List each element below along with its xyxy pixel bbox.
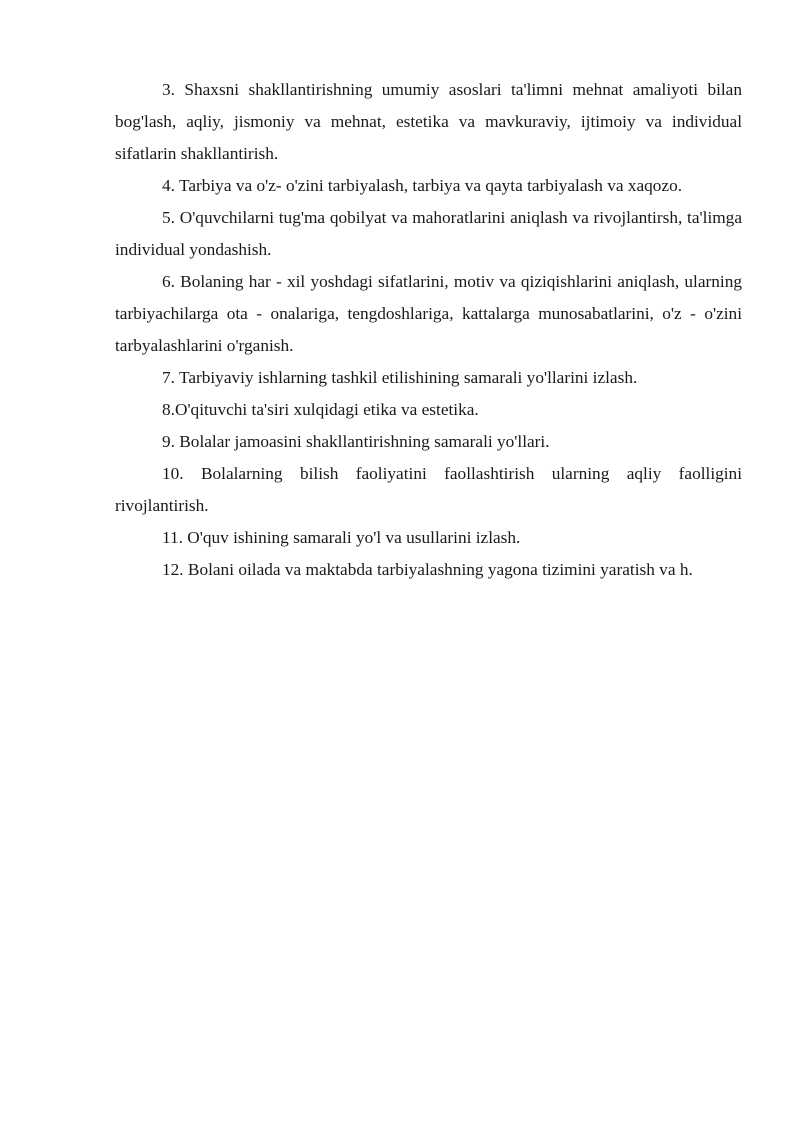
paragraph-item-6: 6. Bolaning har - xil yoshdagi sifatlarini, motiv va qiziqishlarini aniqlash, ularning tarbiyachilarga ota - onalariga, tengdoshlariga, kattalarga munosabatlarini, o'z - o'zini tarbyalashlarini o'rganish.	[115, 272, 742, 355]
document-page	[115, 74, 742, 586]
paragraph-item-8: 8.O'qituvchi ta'siri xulqidagi etika va estetika.	[162, 400, 479, 419]
paragraph-item-4: 4. Tarbiya va o'z- o'zini tarbiyalash, tarbiya va qayta tarbiyalash va xaqozo.	[162, 176, 683, 195]
paragraph-item-10: 10. Bolalarning bilish faoliyatini faollashtirish ularning aqliy faolligini rivojlantirish.	[115, 464, 742, 515]
paragraph-item-3: 3. Shaxsni shakllantirishning umumiy asoslari ta'limni mehnat amaliyoti bilan bog'lash, aqliy, jismoniy va mehnat, estetika va mavkuraviy, ijtimoiy va individual sifatlarin shakllantirish.	[115, 80, 742, 163]
paragraph-item-12: 12. Bolani oilada va maktabda tarbiyalashning yagona tizimini yaratish va h.	[162, 560, 693, 579]
paragraph-item-7: 7. Tarbiyaviy ishlarning tashkil etilishining samarali yo'llarini izlash.	[162, 368, 638, 387]
paragraph-item-5: 5. O'quvchilarni tug'ma qobilyat va mahoratlarini aniqlash va rivojlantirsh, ta'limga individual yondashish.	[115, 208, 742, 259]
paragraph-item-11: 11. O'quv ishining samarali yo'l va usullarini izlash.	[162, 528, 521, 547]
paragraph-item-9: 9. Bolalar jamoasini shakllantirishning samarali yo'llari.	[162, 432, 550, 451]
